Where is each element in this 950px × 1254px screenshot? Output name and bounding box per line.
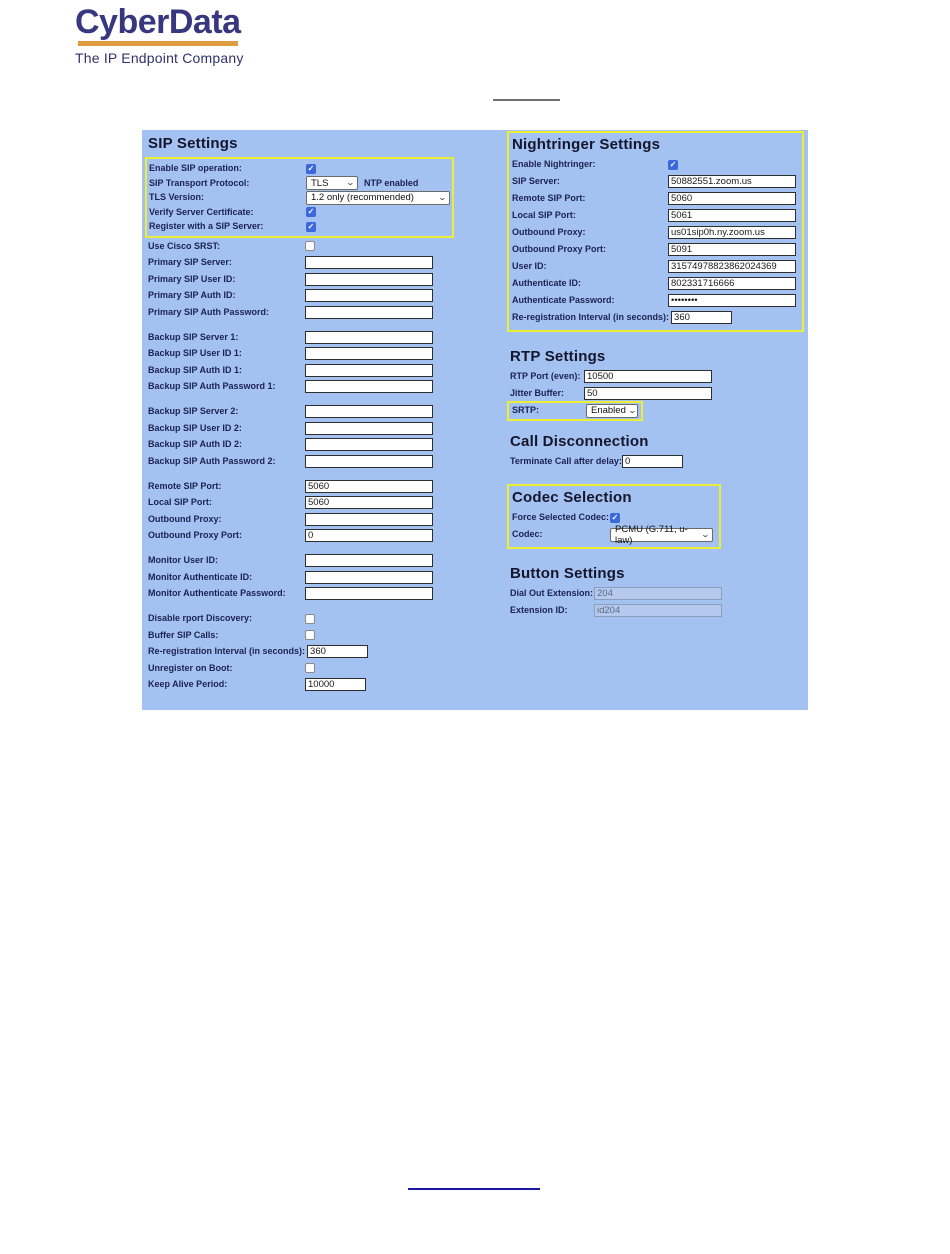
field-group [512,158,798,324]
srtp-select[interactable] [586,404,638,418]
label-force-selected-codec: Force Selected Codec: [512,512,610,522]
local-sip-port-input[interactable] [668,209,796,222]
field-row-sip-transport-protocol [149,177,450,190]
label-use-cisco-srst: Use Cisco SRST: [148,240,221,251]
outbound-proxy-input[interactable] [305,513,433,526]
backup-sip-auth-id-2-input[interactable] [305,438,433,451]
highlight-group [145,157,454,238]
label-outbound-proxy: Outbound Proxy: [512,227,586,237]
unregister-on-boot-checkbox[interactable] [305,663,315,673]
field-group [148,405,504,468]
field-row-enable-sip-operation [149,162,450,175]
label-backup-sip-auth-id-1: Backup SIP Auth ID 1: [148,364,243,375]
field-row-monitor-authenticate-password [148,587,504,600]
user-id-input[interactable] [668,260,796,273]
force-selected-codec-checkbox[interactable] [610,513,620,523]
label-remote-sip-port: Remote SIP Port: [148,480,222,491]
label-unregister-on-boot: Unregister on Boot: [148,662,233,673]
selected-value: Enabled [591,405,626,416]
field-group [512,511,715,546]
re-registration-interval-in-seconds-input[interactable] [671,311,732,324]
field-row-backup-sip-auth-password-1 [148,380,504,393]
field-row-use-cisco-srst [148,240,504,253]
dial-out-extension-input [594,587,722,600]
field-row-register-with-a-sip-server [149,220,450,233]
outbound-proxy-port-input[interactable] [305,529,433,542]
remote-sip-port-input[interactable] [668,192,796,205]
label-outbound-proxy-port: Outbound Proxy Port: [512,244,606,254]
logo-wordmark: CyberData [75,3,241,41]
chevron-down-icon: ⌄ [700,529,711,539]
section-title-codec-selection: Codec Selection [512,489,632,506]
label-codec: Codec: [512,529,543,539]
column-left [148,134,504,695]
selected-value: TLS [311,177,329,189]
primary-sip-server-input[interactable] [305,256,433,269]
label-enable-sip-operation: Enable SIP operation: [149,163,242,173]
field-group [148,612,504,691]
label-tls-version: TLS Version: [149,192,205,202]
label-authenticate-password: Authenticate Password: [512,295,615,305]
label-backup-sip-auth-password-2: Backup SIP Auth Password 2: [148,455,276,466]
sip-transport-protocol-select[interactable] [306,176,358,190]
label-monitor-authenticate-id: Monitor Authenticate ID: [148,571,253,582]
section-button-settings [510,565,806,617]
label-disable-rport-discovery: Disable rport Discovery: [148,613,253,623]
authenticate-password-input[interactable] [668,294,796,307]
highlight-box-srtp [507,401,643,421]
section-title-call-disconnection: Call Disconnection [510,433,649,450]
section-title-sip-settings: SIP Settings [148,135,238,152]
label-authenticate-id: Authenticate ID: [512,278,582,288]
field-row-backup-sip-auth-id-1 [148,364,504,377]
field-row-backup-sip-server-1 [148,331,504,344]
field-row-backup-sip-user-id-2 [148,422,504,435]
monitor-authenticate-id-input[interactable] [305,571,433,584]
label-primary-sip-auth-id: Primary SIP Auth ID: [148,290,236,300]
highlight-box-codec-selection [507,484,721,549]
field-group [148,240,504,319]
label-backup-sip-auth-password-1: Backup SIP Auth Password 1: [148,381,276,391]
label-outbound-proxy: Outbound Proxy: [148,513,222,524]
label-user-id: User ID: [512,261,547,271]
field-row-tls-version [149,191,450,204]
codec-select[interactable] [610,523,713,546]
field-group [510,587,806,617]
link-underline-bottom[interactable] [408,1188,540,1190]
field-row-backup-sip-auth-password-2 [148,455,504,468]
logo-underline [78,41,238,46]
field-row-remote-sip-port [148,480,504,493]
field-row-unregister-on-boot [148,662,504,675]
logo-tagline: The IP Endpoint Company [75,49,244,66]
label-re-registration-interval-in-seconds: Re-registration Interval (in seconds): [512,312,670,322]
field-group [148,554,504,600]
field-row-user-id [512,260,798,273]
field-row-re-registration-interval-in-seconds [148,645,504,658]
backup-sip-auth-password-1-input[interactable] [305,380,433,393]
buffer-sip-calls-checkbox[interactable] [305,630,315,640]
field-group [148,331,504,394]
field-row-buffer-sip-calls [148,629,504,642]
field-row-backup-sip-server-2 [148,405,504,418]
backup-sip-auth-password-2-input[interactable] [305,455,433,468]
label-primary-sip-auth-password: Primary SIP Auth Password: [148,306,270,317]
label-buffer-sip-calls: Buffer SIP Calls: [148,629,219,640]
section-title-button-settings: Button Settings [510,565,625,582]
label-local-sip-port: Local SIP Port: [148,497,212,507]
redacted-link-line-top [493,99,560,101]
label-sip-server: SIP Server: [512,176,560,186]
section-codec-selection [510,484,806,549]
label-primary-sip-user-id: Primary SIP User ID: [148,273,236,284]
field-row-outbound-proxy-port [512,243,798,256]
field-row-outbound-proxy-port [148,529,504,542]
label-sip-transport-protocol: SIP Transport Protocol: [149,177,250,188]
enable-nightringer-checkbox[interactable] [668,160,678,170]
field-row-sip-server [512,175,798,188]
label-re-registration-interval-in-seconds: Re-registration Interval (in seconds): [148,646,306,656]
label-terminate-call-after-delay: Terminate Call after delay: [510,456,622,466]
field-row-force-selected-codec [512,511,715,524]
outbound-proxy-port-input[interactable] [668,243,796,256]
field-row-keep-alive-period [148,678,504,691]
backup-sip-auth-id-1-input[interactable] [305,364,433,377]
jitter-buffer-input[interactable] [584,387,712,400]
label-verify-server-certificate: Verify Server Certificate: [149,206,254,217]
field-row-jitter-buffer [510,387,806,400]
re-registration-interval-in-seconds-input[interactable] [307,645,368,658]
label-primary-sip-server: Primary SIP Server: [148,257,232,267]
field-row-primary-sip-user-id [148,273,504,286]
suffix-ntp-enabled: NTP enabled [364,178,419,188]
label-enable-nightringer: Enable Nightringer: [512,159,596,169]
label-backup-sip-server-1: Backup SIP Server 1: [148,331,239,342]
keep-alive-period-input[interactable] [305,678,366,691]
field-row-rtp-port-even [510,370,806,383]
section-rtp-settings [510,348,806,417]
field-row-re-registration-interval-in-seconds [512,311,798,324]
chevron-down-icon: ⌄ [345,178,356,187]
field-row-authenticate-id [512,277,798,290]
section-call-disconnection [510,433,806,468]
terminate-call-after-delay-input[interactable] [622,455,683,468]
field-row-enable-nightringer [512,158,798,171]
primary-sip-user-id-input[interactable] [305,273,433,286]
monitor-authenticate-password-input[interactable] [305,587,433,600]
field-row-backup-sip-auth-id-2 [148,438,504,451]
selected-value: 1.2 only (recommended) [311,192,414,203]
field-row-remote-sip-port [512,192,798,205]
monitor-user-id-input[interactable] [305,554,433,567]
label-keep-alive-period: Keep Alive Period: [148,679,228,689]
label-monitor-authenticate-password: Monitor Authenticate Password: [148,588,286,598]
label-srtp: SRTP: [512,405,539,415]
verify-server-certificate-checkbox[interactable] [306,207,316,217]
label-backup-sip-user-id-1: Backup SIP User ID 1: [148,348,242,358]
selected-value: PCMU (G.711, u-law) [615,523,688,546]
label-monitor-user-id: Monitor User ID: [148,555,219,565]
rtp-port-even-input[interactable] [584,370,712,383]
section-sip-settings [148,135,504,691]
register-with-a-sip-server-checkbox[interactable] [306,222,316,232]
section-title-rtp-settings: RTP Settings [510,348,606,365]
field-row-outbound-proxy [512,226,798,239]
field-row-terminate-call-after-delay [510,455,806,468]
label-backup-sip-auth-id-2: Backup SIP Auth ID 2: [148,439,243,449]
backup-sip-server-1-input[interactable] [305,331,433,344]
field-row-dial-out-extension [510,587,806,600]
sip-server-input[interactable] [668,175,796,188]
authenticate-id-input[interactable] [668,277,796,290]
backup-sip-server-2-input[interactable] [305,405,433,418]
field-row-verify-server-certificate [149,206,450,219]
label-outbound-proxy-port: Outbound Proxy Port: [148,530,242,540]
cyberdata-logo [75,5,244,66]
highlight-box-nightringer-settings [507,131,804,332]
extension-id-input [594,604,722,617]
settings-screenshot-panel [142,130,808,710]
field-row-codec [512,523,715,546]
field-row-monitor-user-id [148,554,504,567]
label-rtp-port-even: RTP Port (even): [510,371,581,381]
label-local-sip-port: Local SIP Port: [512,210,576,220]
field-row-monitor-authenticate-id [148,571,504,584]
field-row-extension-id [510,604,806,617]
backup-sip-user-id-2-input[interactable] [305,422,433,435]
primary-sip-auth-password-input[interactable] [305,306,433,319]
field-group [148,480,504,543]
field-group [510,370,806,417]
field-row-disable-rport-discovery [148,612,504,625]
section-title-nightringer-settings: Nightringer Settings [512,136,661,153]
use-cisco-srst-checkbox[interactable] [305,241,315,251]
backup-sip-user-id-1-input[interactable] [305,347,433,360]
field-row-local-sip-port [148,496,504,509]
disable-rport-discovery-checkbox[interactable] [305,614,315,624]
label-backup-sip-server-2: Backup SIP Server 2: [148,406,239,416]
tls-version-select[interactable] [306,191,450,205]
field-group [510,455,806,468]
field-row-primary-sip-server [148,256,504,269]
enable-sip-operation-checkbox[interactable] [306,164,316,174]
local-sip-port-input[interactable] [305,496,433,509]
label-backup-sip-user-id-2: Backup SIP User ID 2: [148,422,242,433]
label-register-with-a-sip-server: Register with a SIP Server: [149,221,264,231]
field-row-primary-sip-auth-id [148,289,504,302]
remote-sip-port-input[interactable] [305,480,433,493]
label-jitter-buffer: Jitter Buffer: [510,388,565,398]
column-right [510,131,806,621]
field-row-primary-sip-auth-password [148,306,504,319]
field-row-srtp [510,404,806,417]
label-extension-id: Extension ID: [510,605,568,615]
field-row-authenticate-password [512,294,798,307]
primary-sip-auth-id-input[interactable] [305,289,433,302]
field-row-outbound-proxy [148,513,504,526]
label-dial-out-extension: Dial Out Extension: [510,588,594,598]
chevron-down-icon: ⌄ [437,192,448,202]
field-row-local-sip-port [512,209,798,222]
field-row-backup-sip-user-id-1 [148,347,504,360]
outbound-proxy-input[interactable] [668,226,796,239]
section-nightringer-settings [510,131,806,332]
chevron-down-icon: ⌄ [627,405,637,415]
label-remote-sip-port: Remote SIP Port: [512,193,586,203]
